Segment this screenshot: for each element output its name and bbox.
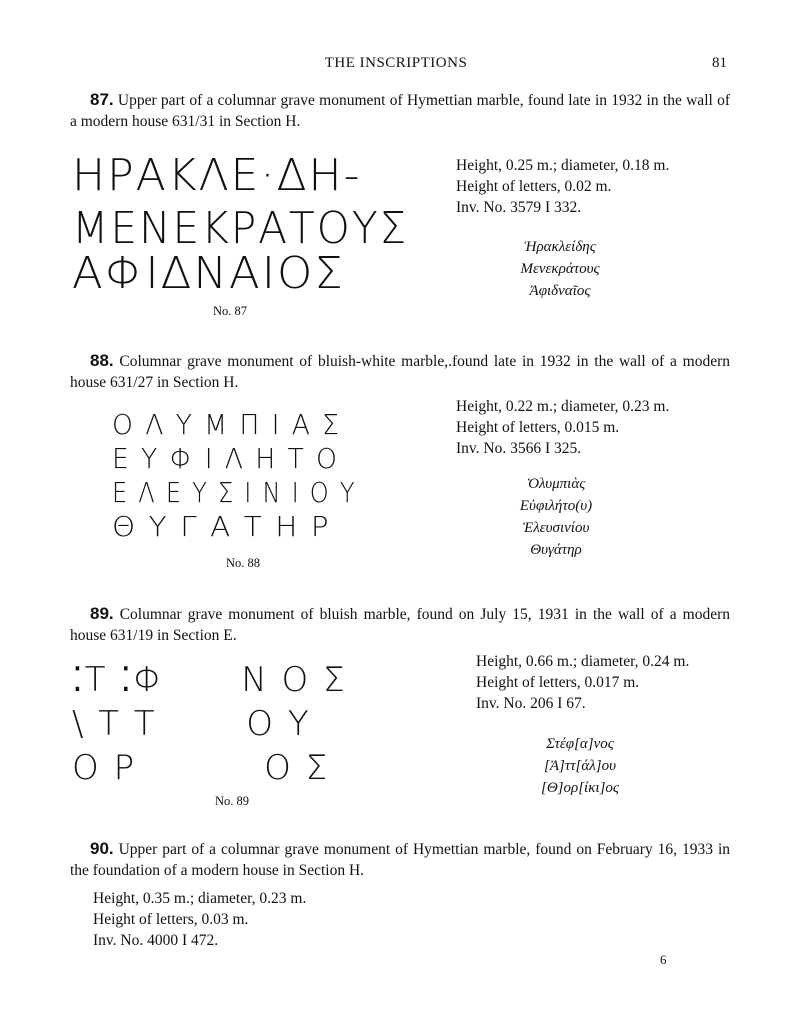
caption-88: No. 88 [226, 556, 261, 570]
inscription-88-line-4: Θ Υ Γ Α Τ Η Ρ [112, 510, 331, 543]
entry-89-text: Columnar grave monument of bluish marble, found on July 15, 1931 in the wall of a modern house 631/19 in Section E. [70, 606, 730, 644]
inscription-89-line-2: \ Τ Τ Ο Υ [72, 704, 311, 744]
entry-90-number: 90. [90, 839, 114, 858]
meta-line: Height of letters, 0.017 m. [476, 674, 640, 691]
entry-89-transcription [510, 733, 650, 799]
entry-89-meta [476, 651, 689, 714]
meta-line: Height, 0.66 m.; diameter, 0.24 m. [476, 653, 690, 670]
entry-90-text: Upper part of a columnar grave monument of Hymettian marble, found on February 16, 1933 in the foundation of a modern house in Section H. [70, 841, 730, 879]
meta-line: Inv. No. 4000 I 472. [93, 932, 219, 949]
inscription-87-line-1: ΗΡΑΚΛΕ·ΔΗ- [72, 150, 362, 201]
meta-line: Height of letters, 0.02 m. [456, 178, 612, 195]
inscription-88-line-3: Ε Λ Ε Υ Σ Ι Ν Ι Ο Υ [112, 476, 357, 509]
signature-mark: 6 [660, 952, 667, 967]
caption-89: No. 89 [215, 794, 250, 808]
greek-line: Στέφ[α]νος [546, 736, 614, 752]
inscription-88-line-2: Ε Υ Φ Ι Λ Η Τ Ο [112, 442, 339, 475]
entry-87-number: 87. [90, 90, 114, 109]
page-number: 81 [712, 55, 727, 71]
greek-line: Ἐλευσινίου [522, 520, 590, 536]
meta-line: Inv. No. 206 I 67. [476, 695, 586, 712]
meta-line: Height, 0.22 m.; diameter, 0.23 m. [456, 398, 670, 415]
greek-line: Εὐφιλήτο(υ) [519, 498, 593, 514]
caption-87: No. 87 [213, 304, 248, 318]
entry-88-text: Columnar grave monument of bluish-white marble,.found late in 1932 in the wall of a modern house 631/27 in Section H. [70, 353, 730, 391]
greek-line: Μενεκράτους [520, 261, 600, 277]
inscription-89-line-3: Ο Ρ Ο Σ [72, 748, 330, 788]
meta-line: Height, 0.25 m.; diameter, 0.18 m. [456, 157, 670, 174]
entry-88-number: 88. [90, 351, 114, 370]
entry-89-number: 89. [90, 604, 114, 623]
entry-90-description [70, 838, 730, 881]
inscription-87-line-2: ΜΕΝΕΚΡΑΤΟΥΣ [72, 203, 409, 254]
meta-line: Inv. No. 3579 I 332. [456, 199, 582, 216]
running-head: THE INSCRIPTIONS [324, 55, 468, 71]
meta-line: Height, 0.35 m.; diameter, 0.23 m. [93, 890, 307, 907]
greek-line: Ἡρακλείδης [524, 239, 596, 255]
entry-87-text: Upper part of a columnar grave monument of Hymettian marble, found late in 1932 in the wall of a modern house 631/31 in Section H. [70, 92, 730, 130]
greek-line: [Ἀ]ττ[άλ]ου [543, 758, 616, 774]
inscription-88-line-1: Ο Λ Υ Μ Π Ι Α Σ [112, 408, 341, 441]
greek-line: Ἀφιδναῖος [529, 283, 591, 299]
entry-90-meta [93, 888, 306, 951]
entry-87-transcription [490, 236, 630, 302]
entry-88-meta [456, 396, 669, 459]
entry-88-description [70, 350, 730, 393]
inscription-89-line-1: ⁚Τ ⁚Φ Ν Ο Σ [72, 660, 347, 700]
meta-line: Height of letters, 0.015 m. [456, 419, 620, 436]
entry-88-transcription [486, 473, 626, 561]
entry-87-description [70, 89, 730, 132]
entry-87-meta [456, 155, 669, 218]
meta-line: Height of letters, 0.03 m. [93, 911, 249, 928]
inscription-87-line-3: ΑΦΙΔΝΑΙΟΣ [72, 248, 345, 299]
meta-line: Inv. No. 3566 I 325. [456, 440, 582, 457]
entry-89-description [70, 603, 730, 646]
greek-line: Ὀλυμπιὰς [526, 476, 586, 492]
greek-line: Θυγάτηρ [530, 542, 582, 558]
greek-line: [Θ]ορ[ίκι]ος [540, 780, 619, 796]
